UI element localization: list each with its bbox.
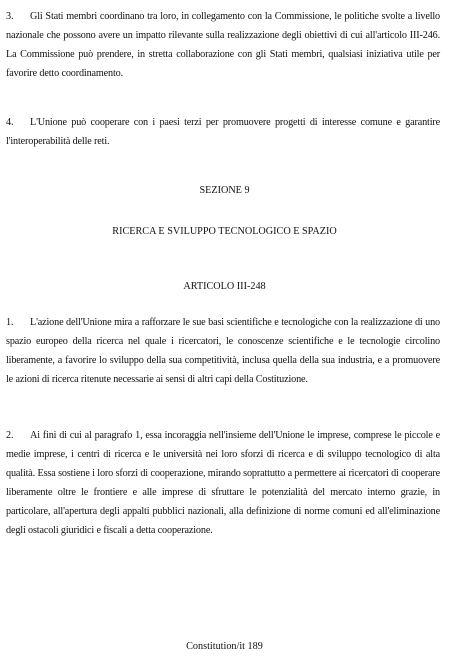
page-footer: Constitution/it 189 xyxy=(186,641,263,652)
paragraph-text: Gli Stati membri coordinano tra loro, in collegamento con la Commissione, le politiche svolte a livello nazionale che possono avere un impatto rilevante sulla realizzazione degli obiettivi di cui all'articolo III-246. La Commissione può prendere, in stretta collaborazione con gli Stati membri, qualsiasi iniziativa utile per favorire detto coordinamento. xyxy=(6,11,440,79)
paragraph-1 xyxy=(6,313,440,389)
paragraph-number: 1. xyxy=(6,317,14,328)
paragraph-number: 2. xyxy=(6,430,14,441)
paragraph-text: Ai fini di cui al paragrafo 1, essa incoraggia nell'insieme dell'Unione le imprese, comprese le piccole e medie imprese, i centri di ricerca e le università nei loro sforzi di ricerca e di sviluppo tecnologico di alta qualità. Essa sostiene i loro sforzi di cooperazione, mirando soprattutto a permettere ai ricercatori di cooperare liberamente oltre le frontiere e alle imprese di sfruttare le potenzialità del mercato interno grazie, in particolare, all'apertura degli appalti pubblici nazionali, alla definizione di norme comuni ed all'eliminazione degli ostacoli giuridici e fiscali a detta cooperazione. xyxy=(6,430,440,536)
paragraph-number: 4. xyxy=(6,117,14,128)
paragraph-4 xyxy=(6,113,440,151)
section-label: SEZIONE 9 xyxy=(199,185,250,196)
paragraph-number: 3. xyxy=(6,11,14,22)
paragraph-2 xyxy=(6,426,440,540)
article-label: ARTICOLO III-248 xyxy=(183,281,266,292)
section-title: RICERCA E SVILUPPO TECNOLOGICO E SPAZIO xyxy=(112,226,337,237)
paragraph-text: L'Unione può cooperare con i paesi terzi per promuovere progetti di interesse comune e garantire l'interoperabilità delle reti. xyxy=(6,117,440,147)
paragraph-3 xyxy=(6,7,440,83)
paragraph-text: L'azione dell'Unione mira a rafforzare le sue basi scientifiche e tecnologiche con la realizzazione di uno spazio europeo della ricerca nel quale i ricercatori, le conoscenze scientifiche e le tecnologie circolino liberamente, a favorire lo sviluppo della sua competitività, inclusa quella della sua industria, e a promuovere le azioni di ricerca ritenute necessarie ai sensi di altri capi della Costituzione. xyxy=(6,317,440,385)
